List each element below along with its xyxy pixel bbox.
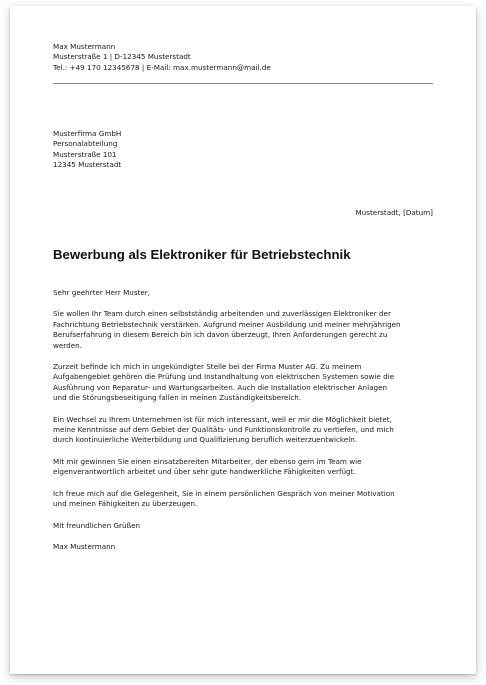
signature xyxy=(53,542,433,552)
recipient-line: 12345 Musterstadt xyxy=(53,160,122,170)
paragraph xyxy=(53,415,433,446)
letter-body xyxy=(53,288,433,563)
paragraph-line: meine Kenntnisse auf dem Gebiet der Qualitäts- und Funktionskontrolle zu vertiefen, und mich xyxy=(53,425,394,435)
signature-name: Max Mustermann xyxy=(53,541,116,551)
paragraph-line: Aufgabengebiet gehören die Prüfung und Instandhaltung von elektrischen Systemen sowie die xyxy=(53,372,395,382)
paragraph-line: Fachrichtung Betriebstechnik verstärken. Aufgrund meiner Ausbildung und meiner mehrjährigen xyxy=(53,319,401,329)
recipient-line: Musterstraße 101 xyxy=(53,149,117,159)
paragraph-line: durch kontinuierliche Weiterbildung und Qualifizierung beruflich weiterzuentwickeln. xyxy=(53,435,358,445)
closing-text: Mit freundlichen Grüßen xyxy=(53,520,141,530)
header-divider xyxy=(53,83,433,84)
place-date: Musterstadt, [Datum] xyxy=(355,208,433,217)
paragraph-line: Berufserfahrung in diesem Bereich bin ich davon überzeugt, Ihren Anforderungen gerecht zu xyxy=(53,330,388,340)
paragraph-line: Ausführung von Reparatur- und Wartungsarbeiten. Auch die Installation elektrischer Anlagen xyxy=(53,382,388,392)
paragraph-line: und die Störungsbeseitigung fallen in meinen Zuständigkeitsbereich. xyxy=(53,393,302,403)
subject-heading: Bewerbung als Elektroniker für Betriebstechnik xyxy=(53,247,351,262)
recipient-line: Musterfirma GmbH xyxy=(53,129,122,138)
paragraph-line: Zurzeit befinde ich mich in ungekündigter Stelle bei der Firma Muster AG. Zu meinem xyxy=(53,362,362,372)
recipient-block xyxy=(53,129,121,171)
sender-address: Musterstraße 1 | D-12345 Musterstadt xyxy=(53,52,191,62)
sender-contact: Tel.: +49 170 12345678 | E-Mail: max.mustermann@mail.de xyxy=(53,62,271,72)
sender-name: Max Mustermann xyxy=(53,42,116,51)
paragraph xyxy=(53,489,433,510)
paragraph-line: Mit mir gewinnen Sie einen einsatzbereiten Mitarbeiter, der ebenso gern im Team wie xyxy=(53,456,362,466)
paragraph-line: werden. xyxy=(53,340,82,350)
salutation xyxy=(53,288,433,298)
paragraph xyxy=(53,457,433,478)
salutation-text: Sehr geehrter Herr Muster, xyxy=(53,288,151,297)
paragraph xyxy=(53,309,433,351)
paragraph-line: eigenverantwortlich arbeitet und über sehr gute handwerkliche Fähigkeiten verfügt. xyxy=(53,467,356,477)
paragraph xyxy=(53,362,433,404)
paragraph-line: Sie wollen Ihr Team durch einen selbstständig arbeitenden und zuverlässigen Elektroniker der xyxy=(53,309,391,319)
paragraph-line: und meinen Fähigkeiten zu überzeugen. xyxy=(53,499,198,509)
sender-block xyxy=(53,42,433,73)
paragraph-line: Ich freue mich auf die Gelegenheit, Sie in einem persönlichen Gespräch von meiner Motivation xyxy=(53,488,395,498)
closing xyxy=(53,521,433,531)
paragraph-line: Ein Wechsel zu Ihrem Unternehmen ist für mich interessant, weil er mir die Möglichkeit bietet, xyxy=(53,414,392,424)
recipient-line: Personalabteilung xyxy=(53,139,118,149)
